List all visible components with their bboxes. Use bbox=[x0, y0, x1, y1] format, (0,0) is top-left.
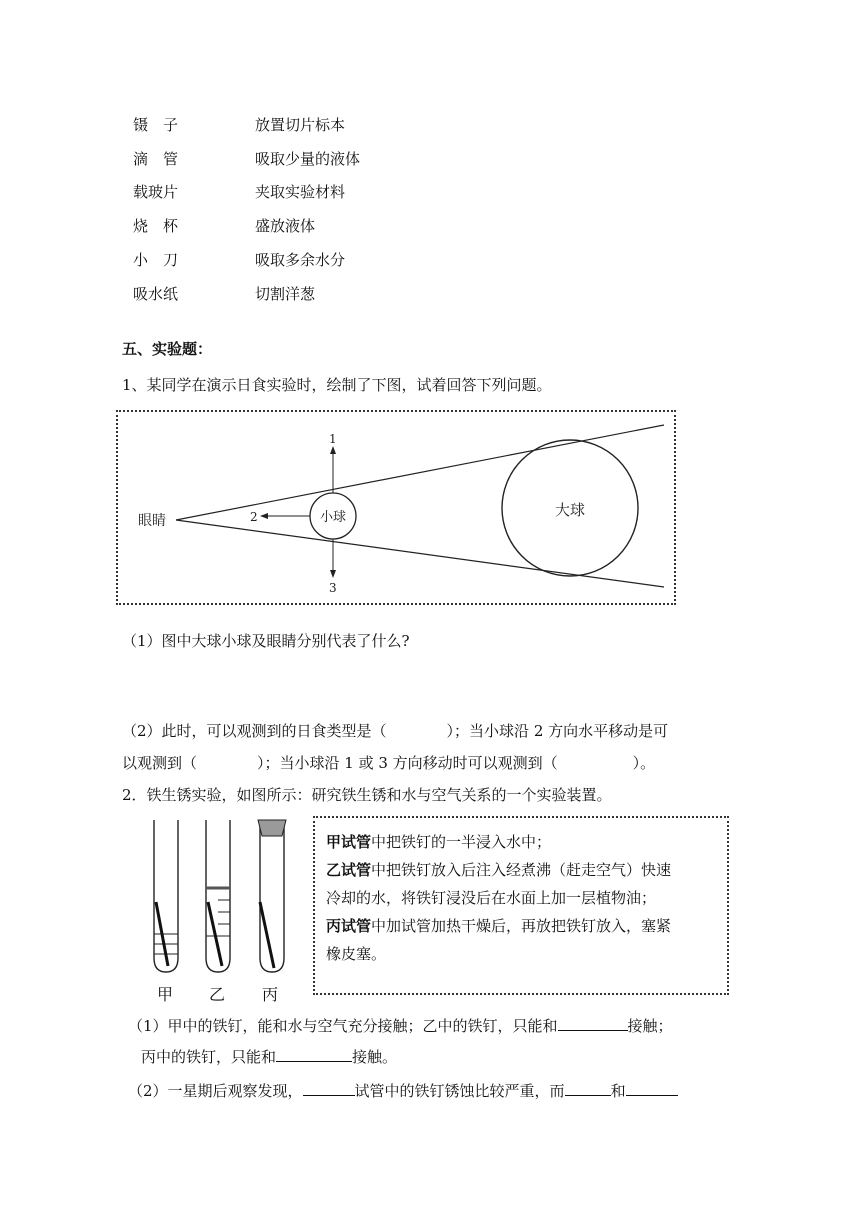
tube-b-text: 中把铁钉放入后注入经煮沸（赶走空气）快速 bbox=[371, 861, 672, 879]
question-1-stem: 1、某同学在演示日食实验时，绘制了下图，试着回答下列问题。 bbox=[122, 376, 552, 394]
big-ball-label: 大球 bbox=[554, 501, 586, 519]
tube-c-name: 丙试管 bbox=[326, 917, 372, 935]
q2-sub2-text: （2）一星期后观察发现， bbox=[128, 1082, 303, 1100]
tube-label-jia: 甲 bbox=[157, 985, 174, 1004]
tube-c-text-cont: 橡皮塞。 bbox=[326, 945, 387, 963]
q2-sub1-text: 丙中的铁钉，只能和 bbox=[141, 1048, 277, 1066]
dir-2-label: 2 bbox=[250, 510, 258, 524]
experiment-description bbox=[326, 828, 726, 968]
question-2-sub-1-line-2 bbox=[141, 1045, 397, 1068]
arrowhead-1 bbox=[330, 446, 336, 454]
tool-name: 吸水纸 bbox=[133, 285, 179, 303]
tool-name: 烧 杯 bbox=[133, 217, 179, 235]
answer-blank[interactable] bbox=[558, 1014, 628, 1031]
tube-bing bbox=[260, 820, 284, 972]
eclipse-diagram bbox=[118, 412, 674, 603]
question-2-sub-1-line-1 bbox=[128, 1014, 673, 1037]
answer-blank[interactable] bbox=[276, 1045, 352, 1062]
tool-name: 小 刀 bbox=[133, 251, 179, 269]
tool-name: 滴 管 bbox=[133, 150, 179, 168]
answer-blank[interactable] bbox=[303, 1079, 355, 1096]
tube-label-yi: 乙 bbox=[209, 985, 226, 1004]
tube-b-name: 乙试管 bbox=[326, 861, 372, 879]
arrowhead-2 bbox=[260, 513, 268, 519]
tool-name: 镊 子 bbox=[133, 116, 179, 134]
rubber-stopper bbox=[258, 820, 286, 836]
tube-b-text-cont: 冷却的水，将铁钉浸没后在水面上加一层植物油； bbox=[326, 889, 657, 907]
eclipse-diagram-box bbox=[116, 410, 676, 605]
tool-use: 切割洋葱 bbox=[255, 285, 316, 303]
section-title: 五、实验题： bbox=[122, 340, 213, 358]
dir-1-label: 1 bbox=[329, 432, 337, 446]
tube-label-bing: 丙 bbox=[262, 985, 279, 1004]
q2-sub1-text: 接触； bbox=[627, 1017, 673, 1035]
q2-sub2-text: 试管中的铁钉锈蚀比较严重，而 bbox=[354, 1082, 565, 1100]
eye-label: 眼睛 bbox=[138, 513, 166, 529]
q2-sub1-text: （1）甲中的铁钉，能和水与空气充分接触；乙中的铁钉，只能和 bbox=[128, 1017, 558, 1035]
cone-lower-line bbox=[176, 520, 664, 587]
tool-use: 吸取少量的液体 bbox=[255, 150, 361, 168]
question-1-sub-2-line-1: （2）此时，可以观测到的日食类型是（ ）；当小球沿 2 方向水平移动是可 bbox=[122, 722, 669, 740]
answer-blank[interactable] bbox=[565, 1079, 611, 1096]
question-1-sub-2-line-2: 以观测到（ ）；当小球沿 1 或 3 方向移动时可以观测到（ ）。 bbox=[122, 754, 656, 772]
tube-a-name: 甲试管 bbox=[326, 833, 372, 851]
tool-use: 盛放液体 bbox=[255, 217, 316, 235]
dir-3-label: 3 bbox=[329, 581, 337, 595]
question-2-sub-2 bbox=[128, 1079, 678, 1102]
question-1-sub-1: （1）图中大球小球及眼睛分别代表了什么? bbox=[122, 632, 410, 650]
tool-use: 吸取多余水分 bbox=[255, 251, 346, 269]
q2-sub1-text: 接触。 bbox=[352, 1048, 398, 1066]
q2-sub2-text: 和 bbox=[610, 1082, 626, 1100]
small-ball-label: 小球 bbox=[319, 510, 347, 525]
tube-a-text: 中把铁钉的一半浸入水中； bbox=[371, 833, 552, 851]
question-2-stem: 2．铁生锈实验，如图所示：研究铁生锈和水与空气关系的一个实验装置。 bbox=[122, 786, 612, 804]
cone-upper-line bbox=[176, 425, 664, 520]
test-tubes-figure bbox=[140, 816, 300, 976]
tool-use: 夹取实验材料 bbox=[255, 183, 346, 201]
answer-blank[interactable] bbox=[626, 1079, 678, 1096]
tool-name: 载玻片 bbox=[133, 183, 179, 201]
tube-c-text: 中加试管加热干燥后，再放把铁钉放入，塞紧 bbox=[371, 917, 672, 935]
tool-use: 放置切片标本 bbox=[255, 116, 346, 134]
arrowhead-3 bbox=[330, 570, 336, 578]
iron-nail bbox=[260, 902, 274, 968]
